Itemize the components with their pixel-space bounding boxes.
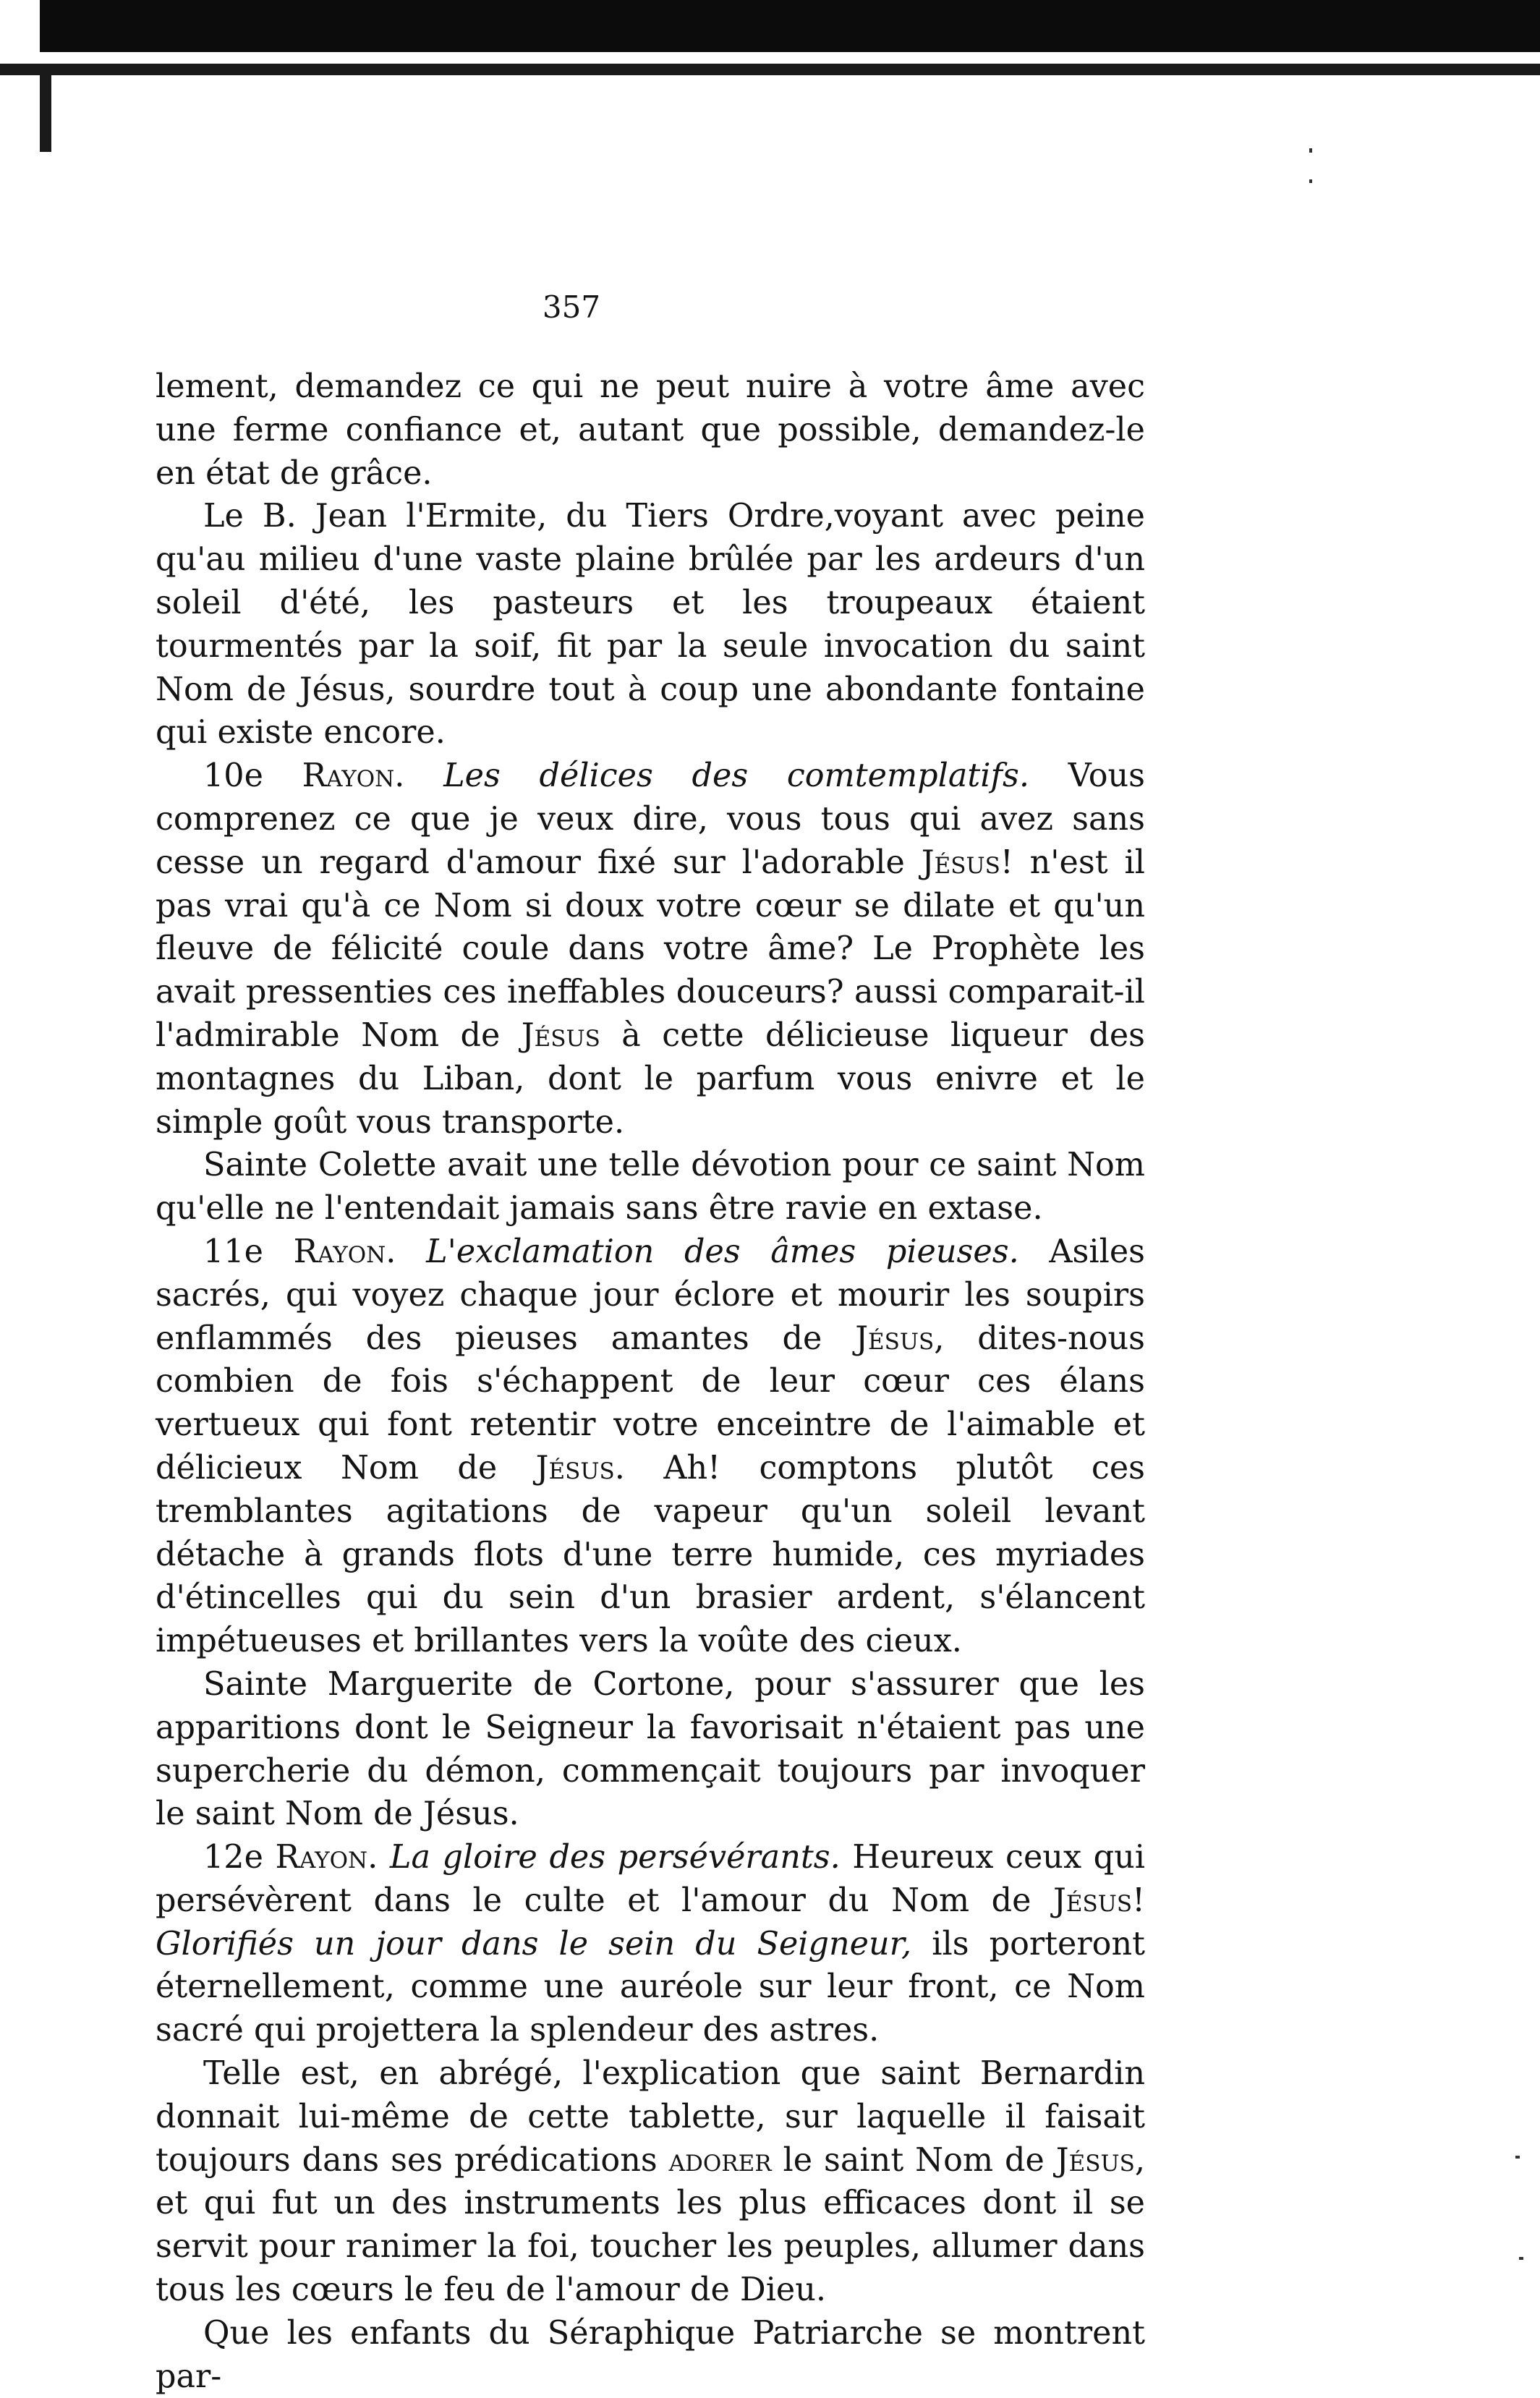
text-run: . <box>367 1839 390 1876</box>
paragraph-p7 <box>156 1836 1145 2052</box>
text-run: Sainte Marguerite de Cortone, pour s'assurer que les apparitions dont le Seigneur la favorisait n'étaient pas une supercherie du démon, commençait toujours par invoquer le saint Nom de Jésus. <box>156 1665 1145 1833</box>
small-caps-word: Jésus <box>855 1319 935 1357</box>
italic-phrase: L'exclamation des âmes pieuses. <box>426 1233 1019 1270</box>
scan-border-left <box>40 72 51 152</box>
italic-phrase: Glorifiés un jour dans le sein du Seigneur, <box>156 1925 912 1963</box>
scan-border-top <box>40 0 1540 52</box>
paragraph-p6 <box>156 1663 1145 1836</box>
paragraph-p1 <box>156 365 1145 495</box>
small-caps-word: Rayon <box>275 1839 368 1876</box>
text-run: . <box>386 1233 427 1270</box>
text-run: , et qui fut un des instruments les plus efficaces dont il se servit pour ranimer la foi, toucher les peuples, allumer dans tous les cœurs le feu de l'amour de Dieu. <box>156 2141 1145 2309</box>
text-run: Vous comprenez ce que je veux dire, vous tous qui avez sans cesse un regard d'amour fixé sur l'adorable <box>156 757 1145 881</box>
paragraph-p2 <box>156 495 1145 754</box>
small-caps-word: Jésus <box>521 1016 600 1054</box>
text-run: 12e <box>203 1839 276 1876</box>
text-run: à cette délicieuse liqueur des montagnes du Liban, dont le parfum vous enivre et le simple goût vous transporte. <box>156 1016 1145 1141</box>
text-run: Que les enfants du Séraphique Patriarche se montrent par- <box>156 2314 1145 2395</box>
text-run: lement, demandez ce qui ne peut nuire à votre âme avec une ferme confiance et, autant que possible, demandez-le en état de grâce. <box>156 368 1145 492</box>
text-run: ils porteront éternellement, comme une auréole sur leur front, ce Nom sacré qui projettera la splendeur des astres. <box>156 1925 1145 2049</box>
text-run: Heureux ceux qui persévèrent dans le culte et l'amour du Nom de <box>156 1839 1146 1919</box>
italic-phrase: Les délices des comtemplatifs. <box>443 757 1029 795</box>
text-run: Le B. Jean l'Ermite, du Tiers Ordre,voyant avec peine qu'au milieu d'une vaste plaine brûlée par les ardeurs d'un soleil d'été, les pasteurs et les troupeaux étaient tourmentés par la soif, fit par la seule invocation du saint Nom de Jésus, sourdre tout à coup une abondante fontaine qui existe encore. <box>156 498 1145 752</box>
text-run: . Ah! comptons plutôt ces tremblantes agitations de vapeur qu'un soleil levant détache à grands flots d'une terre humide, ces myriades d'étincelles qui du sein d'un brasier ardent, s'élancent impétueuses et brillantes vers la voûte des cieux. <box>156 1449 1145 1660</box>
scan-border-rule <box>0 64 1540 75</box>
italic-phrase: La gloire des persévérants. <box>389 1839 841 1876</box>
paragraph-p8 <box>156 2052 1145 2312</box>
text-run: ! n'est il pas vrai qu'à ce Nom si doux votre cœur se dilate et qu'un fleuve de félicité coule dans votre âme? Le Prophète les avait pressenties ces ineffables douceurs? aussi comparait-il l'admirable Nom de <box>156 843 1145 1054</box>
text-run: Asiles sacrés, qui voyez chaque jour éclore et mourir les soupirs enflammés des pieuses amantes de <box>156 1233 1145 1357</box>
text-run: 10e <box>203 757 302 795</box>
small-caps-word: Rayon <box>293 1233 386 1270</box>
paragraph-p3 <box>156 754 1145 1144</box>
scan-speck <box>1519 2257 1523 2260</box>
small-caps-word: Jésus <box>535 1449 615 1487</box>
small-caps-word: Jésus <box>921 843 1000 881</box>
paragraph-p9 <box>156 2312 1145 2398</box>
small-caps-word: Rayon <box>302 757 395 795</box>
text-run: . <box>394 757 444 795</box>
scan-speck <box>1309 148 1312 153</box>
text-run: , dites-nous combien de fois s'échappent de leur cœur ces élans vertueux qui font retentir votre enceintre de l'aimable et délicieux Nom de <box>156 1319 1146 1487</box>
page-number: 357 <box>542 289 601 325</box>
text-run: le saint Nom de <box>771 2141 1056 2179</box>
paragraph-p5 <box>156 1230 1145 1663</box>
text-run: 11e <box>203 1233 294 1270</box>
small-caps-word: Jésus <box>1053 1882 1133 1919</box>
scan-speck <box>1309 179 1312 183</box>
paragraph-p4 <box>156 1144 1145 1230</box>
text-run: Sainte Colette avait une telle dévotion pour ce saint Nom qu'elle ne l'entendait jamais sans être ravie en extase. <box>156 1147 1145 1228</box>
body-text <box>156 365 1145 2398</box>
small-caps-word: adorer <box>668 2141 772 2179</box>
scan-speck <box>1515 2156 1520 2159</box>
text-run: Telle est, en abrégé, l'explication que saint Bernardin donnait lui-même de cette tablette, sur laquelle il faisait toujours dans ses prédications <box>156 2055 1145 2179</box>
small-caps-word: Jésus <box>1055 2141 1135 2179</box>
text-run: ! <box>1132 1882 1145 1919</box>
